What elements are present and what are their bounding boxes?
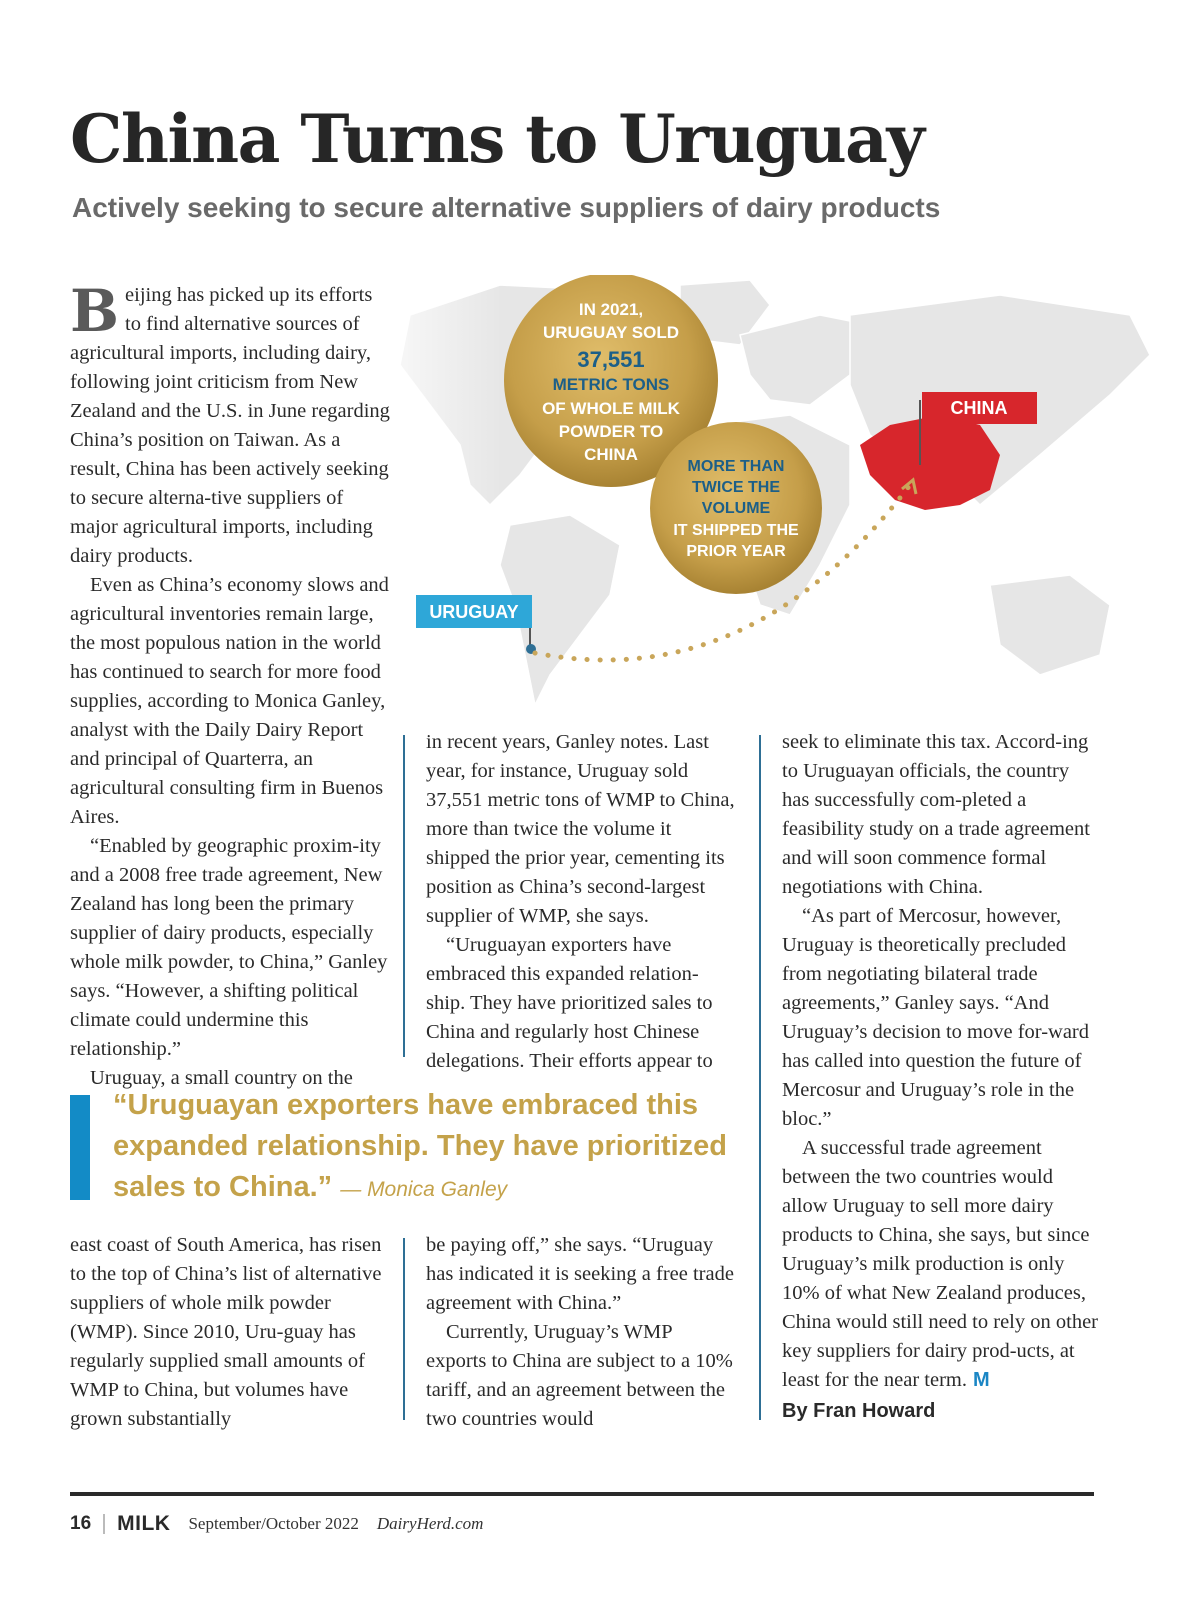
stat-line: POWDER TO: [558, 422, 664, 441]
article-paragraph: A successful trade agreement between the two countries would allow Uruguay to sell more dairy products to China, she says, but since Uruguay’s milk production is only 10% of what New Zealand produces, China would still need to rely on other key suppliers for dairy prod-ucts, at least for the near term. M: [782, 1137, 1098, 1391]
column-rule: [403, 735, 405, 1057]
footer-rule: [70, 1492, 1094, 1496]
article-paragraph: “Enabled by geographic proxim-ity and a 2008 free trade agreement, New Zealand has long been the primary supplier of dairy products, especially whole milk powder, to China,” Ganley says. “However, a shifting political climate could undermine this relationship.”: [70, 835, 388, 1060]
stat-line: VOLUME: [701, 500, 771, 517]
article-paragraph: Uruguay, a small country on the: [90, 1067, 353, 1089]
footer-separator: [103, 1514, 105, 1534]
magazine-logo: MILK: [117, 1512, 171, 1535]
article-column-3: [782, 728, 1100, 1395]
article-paragraph: seek to eliminate this tax. Accord-ing to Uruguayan officials, the country has successfully com-pleted a feasibility study on a trade agreement and will soon commence formal negotiations with China.: [782, 731, 1090, 898]
stat-line: CHINA: [584, 445, 638, 464]
drop-cap: B: [70, 277, 120, 345]
article-column-1-continued: [70, 1231, 390, 1434]
pullquote-accent-bar: [70, 1095, 90, 1200]
stat-line: URUGUAY SOLD: [542, 323, 680, 342]
byline: By Fran Howard: [782, 1400, 936, 1422]
stat-line: TWICE THE: [692, 479, 780, 496]
pullquote-attribution: — Monica Ganley: [340, 1178, 508, 1201]
headline: China Turns to Uruguay: [70, 100, 924, 178]
stat-line: IN 2021,: [578, 300, 644, 319]
stat-line: IT SHIPPED THE: [673, 522, 799, 539]
stat-number: 37,551: [577, 347, 645, 372]
pullquote-text: “Uruguayan exporters have embraced this expanded relationship. They have prioritized sales to China.”: [113, 1089, 727, 1203]
article-paragraph: east coast of South America, has risen to the top of China’s list of alternative suppliers of whole milk powder (WMP). Since 2010, Uru-guay has regularly supplied small amounts of WMP to China, but volumes have grown substantially: [70, 1234, 382, 1430]
china-flag-label: CHINA: [950, 398, 1008, 418]
stat-line: MORE THAN: [687, 458, 785, 475]
website-link[interactable]: DairyHerd.com: [376, 1514, 484, 1533]
page-footer: [70, 1509, 483, 1539]
page-number: 16: [70, 1513, 92, 1534]
article-paragraph: Currently, Uruguay’s WMP exports to China are subject to a 10% tariff, and an agreement between the two countries would: [426, 1321, 733, 1430]
end-mark-icon: M: [972, 1369, 990, 1391]
article-column-2-continued: [426, 1231, 736, 1434]
deck-subtitle: Actively seeking to secure alternative suppliers of dairy products: [72, 192, 941, 223]
article-paragraph: “As part of Mercosur, however, Uruguay is theoretically precluded from negotiating bilateral trade agreements,” Ganley says. “And Uruguay’s decision to move for-ward has called into question the future of Mercosur and Uruguay’s role in the bloc.”: [782, 905, 1090, 1130]
stat-line: METRIC TONS: [552, 375, 670, 394]
issue-date: September/October 2022: [188, 1514, 359, 1533]
column-rule: [403, 1238, 405, 1420]
world-map-graphic: [350, 275, 1200, 725]
article-paragraph: in recent years, Ganley notes. Last year, for instance, Uruguay sold 37,551 metric tons of WMP to China, more than twice the volume it shipped the prior year, cementing its position as China’s second-largest supplier of WMP, she says.: [426, 731, 735, 927]
article-column-1: [70, 277, 390, 1093]
article-paragraph: “Uruguayan exporters have embraced this expanded relation-ship. They have prioritized sales to China and regularly host Chinese delegations. Their efforts appear to: [426, 934, 713, 1072]
stat-circle-twice: [650, 422, 822, 594]
article-paragraph: Even as China’s economy slows and agricultural inventories remain large, the most populous nation in the world has continued to search for more food supplies, according to Monica Ganley, analyst with the Daily Dairy Report and principal of Quarterra, an agricultural consulting firm in Buenos Aires.: [70, 574, 389, 828]
article-paragraph: Beijing has picked up its efforts to find alternative sources of agricultural imports, including dairy, following joint criticism from New Zealand and the U.S. in June regarding China’s position on Taiwan. As a result, China has been actively seeking to secure alterna-tive suppliers of major agricultural imports, including dairy products.: [70, 277, 390, 567]
stat-line: PRIOR YEAR: [686, 543, 786, 560]
uruguay-flag-label: URUGUAY: [429, 602, 519, 622]
column-rule: [759, 735, 761, 1420]
stat-line: OF WHOLE MILK: [542, 399, 680, 418]
article-column-2: [426, 728, 736, 1076]
article-paragraph: be paying off,” she says. “Uruguay has indicated it is seeking a free trade agreement with China.”: [426, 1234, 734, 1314]
pullquote: [113, 1085, 753, 1210]
